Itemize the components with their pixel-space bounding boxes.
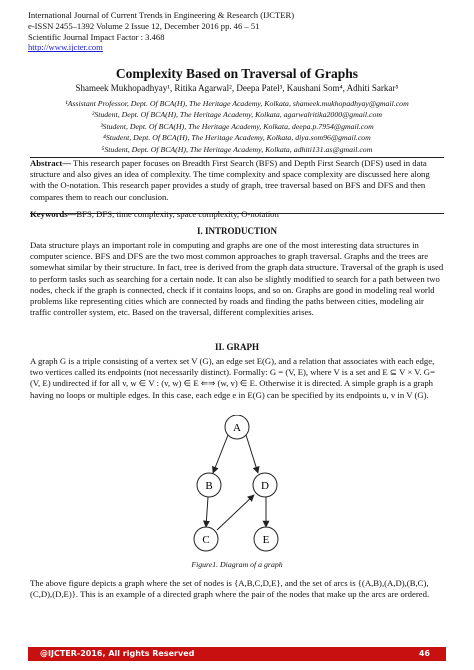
journal-url-link[interactable]: http://www.ijcter.com [28, 42, 103, 53]
figure-description: The above figure depicts a graph where the set of nodes is {A,B,C,D,E}, and the set of arcs is {(A,B),(A,D),(B,C),(C,D),(D,E)}. This is an example of a directed graph where the pair of the nodes that make up the arcs are ordered. [30, 578, 430, 600]
page-footer [28, 647, 446, 661]
svg-text:A: A [233, 422, 241, 434]
keywords [30, 209, 444, 219]
edge-c-d [217, 495, 254, 530]
paper-title: Complexity Based on Traversal of Graphs [115, 66, 359, 81]
edge-a-d [246, 435, 258, 473]
keywords-text: BFS, DFS, time complexity, space complexity, O-notation [76, 209, 279, 219]
section-1-heading: I. INTRODUCTION [196, 226, 277, 236]
affiliation-4: ⁴Student, Dept. Of BCA(H), The Heritage Academy, Kolkata, diya.som96@gmail.com [103, 133, 371, 143]
impact-factor: Scientific Journal Impact Factor : 3.468 [28, 31, 165, 42]
node-b [197, 473, 221, 497]
node-c [194, 527, 218, 551]
abstract-bottom-rule [30, 213, 444, 214]
svg-text:B: B [205, 480, 213, 492]
journal-name: International Journal of Current Trends in Engineering & Research (IJCTER) [28, 10, 295, 20]
graph-figure [170, 415, 310, 565]
affiliation-2: ²Student, Dept. Of BCA(H), The Heritage Academy, Kolkata, agarwalritika2000@gmail.com [91, 110, 383, 120]
section-2-body: A graph G is a triple consisting of a vertex set V (G), an edge set E(G), and a relation that associates with each edge, two vertices called its endpoints (not necessarily distinct). Formally: G = (V, E), where V is a set and E ⊆ V × V. G= (V, E) undirected if for all v, w ∈ V : (v, w) ∈ E ⇐⇒ (w, v) ∈ E. Otherwise it is directed. A simple graph is a graph having no loops or multiple edges. In this case, each edge e in E(G) can be specified by its endpoints u, v in V (G). [30, 356, 435, 400]
affiliation-5: ⁵Student, Dept. Of BCA(H), The Heritage Academy, Kolkata, adhiti131.as@gmail.com [101, 144, 373, 154]
affiliation-1: ¹Assistant Professor, Dept. Of BCA(H), The Heritage Academy, Kolkata, shameek.mukhopadhyay@gmail.com [65, 99, 409, 108]
edge-a-b [213, 435, 228, 473]
abstract-label: Abstract— [30, 158, 72, 168]
author-list: Shameek Mukhopadhyay¹, Ritika Agarwal², Deepa Patel³, Kaushani Som⁴, Adhiti Sarkar⁵ [75, 83, 399, 93]
copyright-text: @IJCTER-2016, All rights Reserved [40, 649, 195, 658]
journal-issue: e-ISSN 2455–1392 Volume 2 Issue 12, December 2016 pp. 46 – 51 [28, 20, 260, 31]
svg-text:D: D [261, 480, 269, 492]
keywords-label: Keywords— [30, 209, 77, 219]
svg-text:E: E [262, 534, 270, 546]
affiliation-3: ³Student, Dept. Of BCA(H), The Heritage Academy, Kolkata, deepa.p.7954@gmail.com [100, 121, 374, 131]
section-1-body: Data structure plays an important role in computing and graphs are one of the most interesting data structures in computer science. BFS and DFS are the two most common approaches to graph traversal. Graphs and the trees are somewhat similar by their structure. In fact, tree is derived from the graph data structure. Traversal of the graph is used to perform tasks such as searching for a certain node. It can also be slightly modified to search for a path between two nodes, check if the graph is connected, check if it contains loops, and so on. Graphs are good in modeling real world problems like representing cities which are connected by roads and finding the paths between cities, modeling air traffic controller system, etc. Based on the traversal, different complexities arises. [30, 240, 444, 318]
page-number: 46 [418, 649, 430, 658]
affiliations [0, 98, 474, 155]
figure-caption: Figure1. Diagram of a graph [191, 560, 283, 569]
section-2-heading: II. GRAPH [214, 342, 259, 352]
abstract [30, 158, 444, 203]
node-d [253, 473, 277, 497]
edge-b-c [206, 497, 208, 527]
abstract-text: This research paper focuses on Breadth First Search (BFS) and Depth First Search (DFS) used in data structure and also gives an idea of complexity. The time complexity and space complexity are discussed here along with the O-notation. This research paper provides a study of graph, tree traversal based on BFS and DFS and then compares them to reach our conclusion. [30, 158, 430, 202]
node-e [254, 527, 278, 551]
svg-text:C: C [202, 534, 210, 546]
journal-header [28, 10, 294, 53]
node-a [225, 415, 249, 439]
